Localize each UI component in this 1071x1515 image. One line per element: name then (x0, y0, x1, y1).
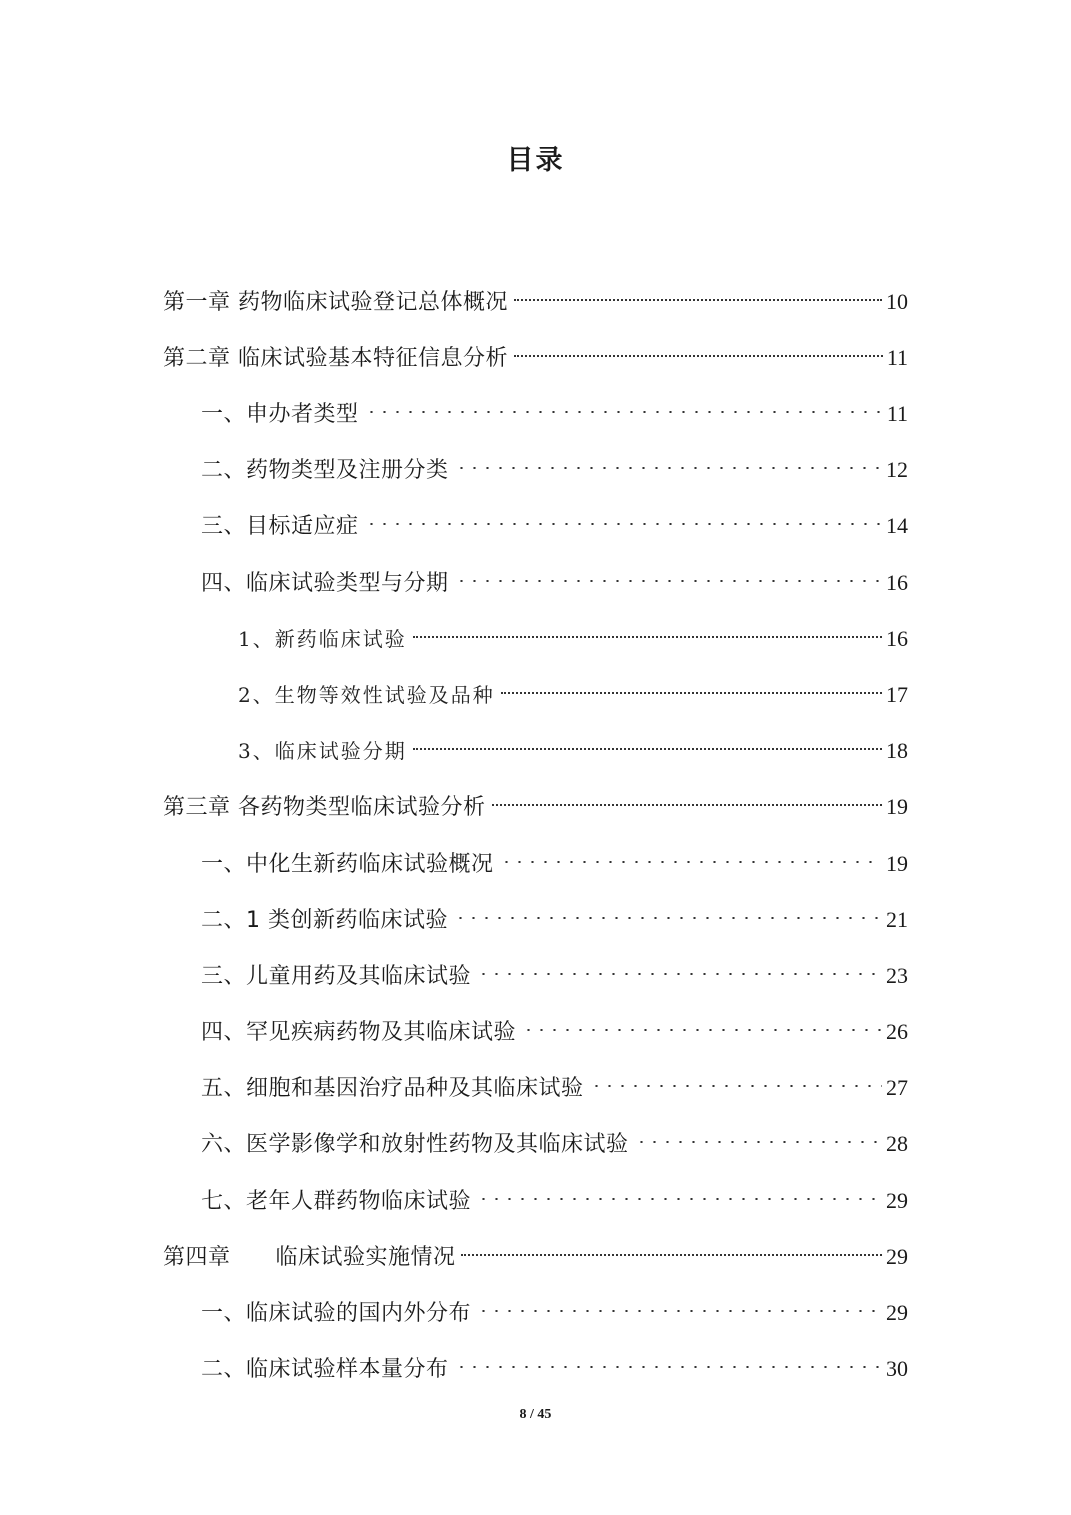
toc-entry-section[interactable] (201, 389, 908, 427)
toc-entry-page: 11 (886, 401, 908, 426)
dot-leader (477, 951, 882, 983)
toc-entry-label: 第二章 临床试验基本特征信息分析 (163, 346, 508, 371)
toc-entry-section[interactable] (201, 501, 908, 539)
dot-leader (365, 389, 883, 421)
dot-leader (455, 558, 882, 590)
dot-leader (501, 670, 882, 702)
toc-entry-section[interactable] (201, 445, 908, 483)
toc-entry-page: 29 (886, 1244, 908, 1269)
toc-entry-page: 30 (886, 1356, 908, 1381)
toc-entry-section[interactable] (201, 1288, 908, 1326)
toc-entry-section[interactable] (201, 558, 908, 596)
toc-entry-page: 23 (886, 963, 908, 988)
toc-entry-subsection[interactable] (238, 670, 908, 707)
toc-entry-page: 28 (886, 1131, 908, 1156)
toc-entry-chapter-2[interactable] (163, 333, 908, 371)
toc-entry-label: 第四章 临床试验实施情况 (163, 1245, 456, 1270)
toc-entry-chapter-3[interactable] (163, 782, 908, 820)
toc-entry-subsection[interactable] (238, 614, 908, 651)
toc-entry-page: 16 (886, 626, 908, 651)
dot-leader (514, 333, 883, 365)
toc-entry-label: 2、生物等效性试验及品种 (238, 683, 495, 707)
toc-entry-page: 14 (886, 513, 908, 538)
dot-leader (461, 1232, 882, 1264)
dot-leader (455, 1344, 882, 1376)
dot-leader (514, 277, 882, 309)
toc-entry-label: 3、临床试验分期 (238, 739, 407, 763)
toc-entry-section[interactable] (201, 1063, 908, 1101)
toc-entry-page: 29 (886, 1300, 908, 1325)
toc-entry-label: 二、药物类型及注册分类 (201, 458, 449, 483)
dot-leader (477, 1176, 882, 1208)
dot-leader (365, 501, 882, 533)
toc-entry-section[interactable] (201, 1176, 908, 1214)
toc-entry-section[interactable] (201, 1007, 908, 1045)
dot-leader (500, 839, 882, 871)
toc-entry-label: 1、新药临床试验 (238, 627, 407, 651)
toc-entry-page: 19 (886, 851, 908, 876)
dot-leader (492, 782, 883, 814)
toc-entry-label: 第一章 药物临床试验登记总体概况 (163, 290, 508, 315)
toc-entry-label: 五、细胞和基因治疗品种及其临床试验 (201, 1076, 584, 1101)
toc-entry-label: 三、儿童用药及其临床试验 (201, 964, 472, 989)
toc-entry-chapter-1[interactable] (163, 277, 908, 315)
toc-entry-label: 六、医学影像学和放射性药物及其临床试验 (201, 1132, 629, 1157)
toc-entry-page: 17 (886, 682, 908, 707)
toc-entry-section[interactable] (201, 1119, 908, 1157)
dot-leader (455, 445, 882, 477)
toc-entry-page: 26 (886, 1019, 908, 1044)
dot-leader (454, 895, 882, 927)
toc-entry-section[interactable] (201, 1344, 908, 1382)
toc-entry-label: 三、目标适应症 (201, 514, 359, 539)
toc-entry-page: 11 (886, 345, 908, 370)
toc-entry-chapter-4[interactable] (163, 1232, 908, 1270)
toc-entry-section[interactable] (201, 895, 908, 933)
toc-entry-label: 七、老年人群药物临床试验 (201, 1189, 472, 1214)
toc-entry-page: 12 (886, 457, 908, 482)
toc-entry-label: 第三章 各药物类型临床试验分析 (163, 795, 486, 820)
toc-entry-label: 一、申办者类型 (201, 402, 359, 427)
toc-entry-page: 16 (886, 570, 908, 595)
toc-entry-section[interactable] (201, 839, 908, 877)
dot-leader (413, 614, 882, 646)
dot-leader (413, 726, 882, 758)
toc-entry-page: 21 (886, 907, 908, 932)
dot-leader (635, 1119, 882, 1151)
toc-entry-subsection[interactable] (238, 726, 908, 763)
toc-entry-label: 四、临床试验类型与分期 (201, 571, 449, 596)
toc-entry-page: 19 (886, 794, 908, 819)
toc-title: 目录 (506, 145, 565, 176)
toc-entry-label: 四、罕见疾病药物及其临床试验 (201, 1020, 517, 1045)
toc-entry-label: 二、1 类创新药临床试验 (201, 908, 448, 933)
toc-entry-page: 18 (886, 738, 908, 763)
toc-entry-page: 29 (886, 1188, 908, 1213)
page-number-footer: 8 / 45 (519, 1407, 552, 1422)
toc-entry-section[interactable] (201, 951, 908, 989)
toc-entry-page: 27 (886, 1075, 908, 1100)
toc-entry-label: 二、临床试验样本量分布 (201, 1357, 449, 1382)
dot-leader (590, 1063, 882, 1095)
toc-entry-page: 10 (886, 289, 908, 314)
dot-leader (522, 1007, 882, 1039)
dot-leader (477, 1288, 882, 1320)
toc-entry-label: 一、临床试验的国内外分布 (201, 1301, 472, 1326)
toc-entry-label: 一、中化生新药临床试验概况 (201, 852, 494, 877)
